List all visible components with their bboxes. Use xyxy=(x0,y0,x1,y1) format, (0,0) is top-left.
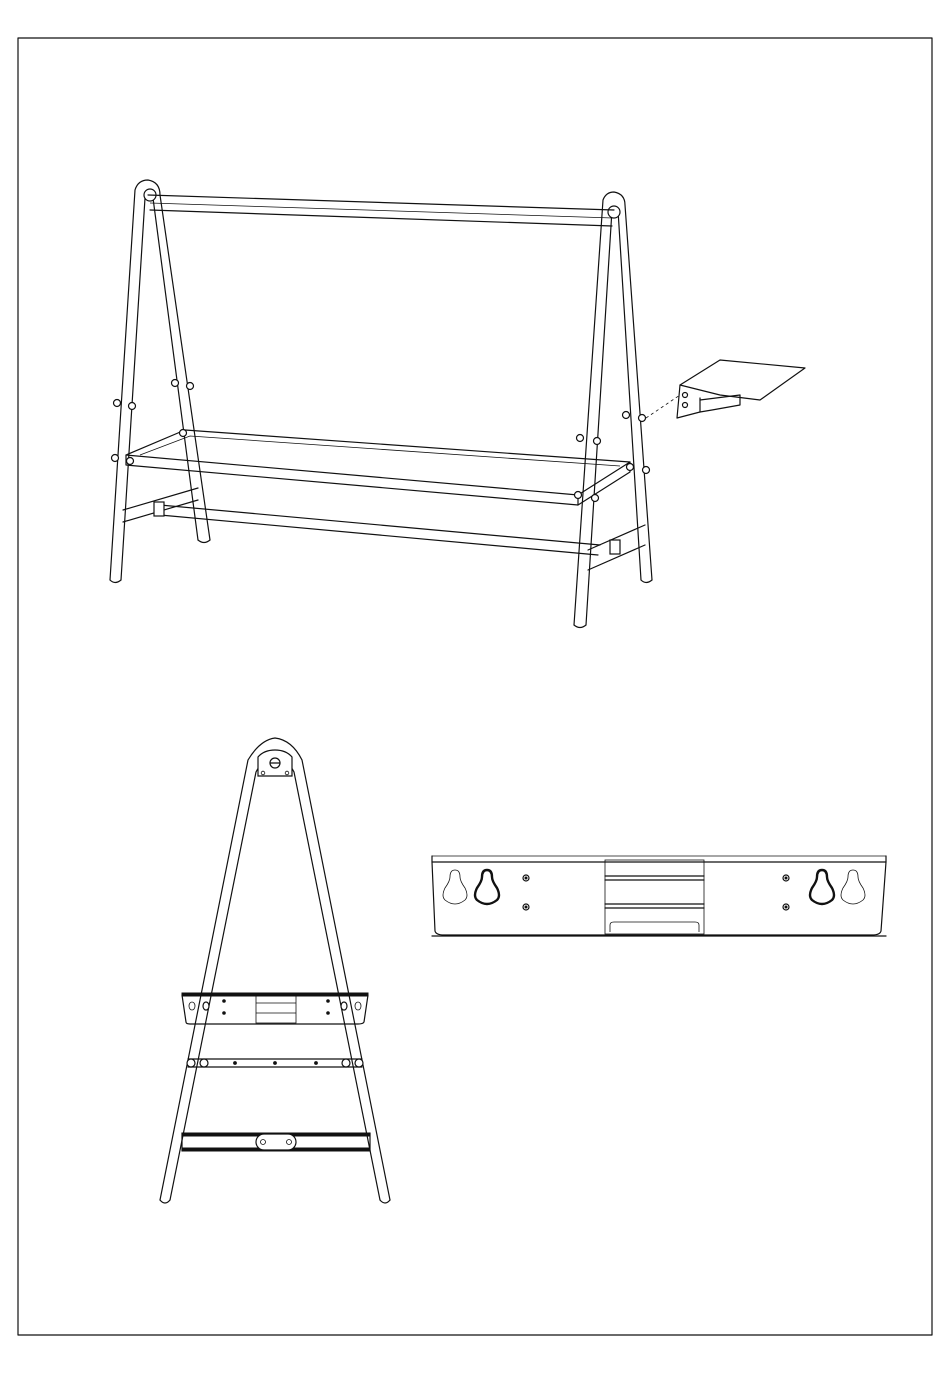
lower-crossbar xyxy=(123,488,645,570)
shelf-bracket-detail xyxy=(432,856,886,936)
screw-icon xyxy=(575,492,582,499)
keyhole-slot-icon xyxy=(443,870,467,904)
mounting-screws xyxy=(112,380,650,502)
side-frame-front-view xyxy=(160,738,390,1203)
right-a-frame xyxy=(574,192,652,628)
top-rail xyxy=(148,195,614,226)
screw-icon xyxy=(592,495,599,502)
bracket-on-frame xyxy=(182,993,368,1024)
page-border xyxy=(18,38,932,1335)
screw-icon xyxy=(594,438,601,445)
screw-icon xyxy=(627,464,634,471)
screw-icon xyxy=(114,400,121,407)
screw-icon xyxy=(129,403,136,410)
keyhole-slot-icon xyxy=(475,870,499,904)
exploded-shelf-bracket xyxy=(646,360,805,418)
shelf-board xyxy=(126,430,630,505)
screw-icon xyxy=(577,435,584,442)
screw-icon xyxy=(639,415,646,422)
screw-icon xyxy=(187,383,194,390)
left-a-frame xyxy=(110,180,210,583)
right-top-bolt-icon xyxy=(608,206,620,218)
screw-icon xyxy=(623,412,630,419)
screw-icon xyxy=(112,455,119,462)
lower-crossbar-front xyxy=(182,1133,370,1151)
screw-icon xyxy=(127,458,134,465)
screw-icon xyxy=(172,380,179,387)
easel-frame-perspective xyxy=(110,180,805,628)
screw-icon xyxy=(180,430,187,437)
keyhole-slot-icon xyxy=(841,870,865,904)
strut-bar xyxy=(187,1059,363,1067)
keyhole-slot-icon xyxy=(810,870,834,904)
screw-icon xyxy=(643,467,650,474)
